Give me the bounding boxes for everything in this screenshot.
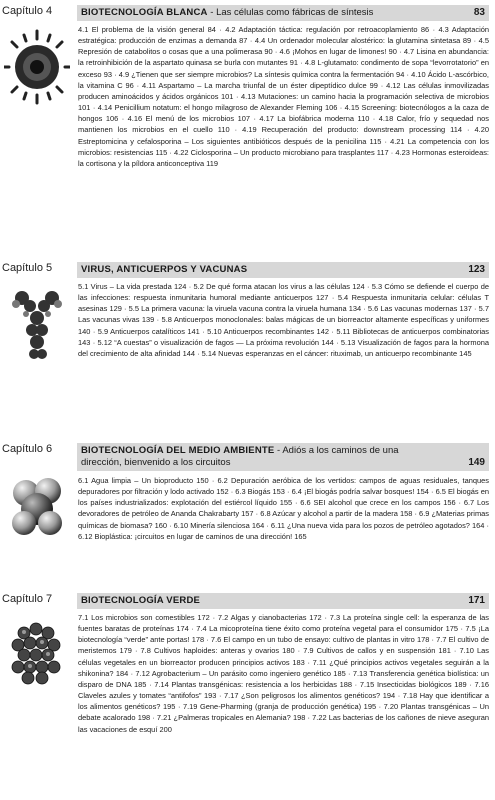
chapter-label: Capítulo 4 (2, 5, 53, 17)
chapter-header (77, 5, 489, 21)
chapter-title: VIRUS, ANTICUERPOS Y VACUNAS (81, 264, 248, 275)
antibody-icon (4, 284, 70, 369)
chapter-title: BIOTECNOLOGÍA DEL MEDIO AMBIENTE (81, 445, 275, 456)
chapter-7 (0, 593, 495, 798)
chapter-5 (0, 262, 495, 437)
chapter-subtitle: - Las células como fábricas de síntesis (207, 7, 374, 18)
chapter-page-number: 123 (468, 264, 485, 275)
chapter-header (77, 443, 489, 471)
chapter-toc-entries: 5.1 Virus – La vida prestada 124 · 5.2 De qué forma atacan los virus a las células 124 · 5.3 Cómo se defiende el cuerpo de las infecciones: respuesta inmunitaria humoral mediante anticuerpos 127 · 5.4 Respuesta inmunitaria celular: células T asesinas 129 · 5.5 La primera vacuna: la viruela vacuna contra la viruela humana 134 · 5.6 Las vacunas modernas 137 · 5.7 Las vacunas vivas 139 · 5.8 Anticuerpos monoclonales: balas mágicas de un biorreactor altamente específicas y uniformes 140 · 5.9 Anticuerpos catalíticos 141 · 5.10 Anticuerpos recombinantes 142 · 5.11 Bibliotecas de anticuerpos combinatorias 143 · 5.12 “A cuestas” o visualización de fagos — La próxima revolución 144 · 5.13 Visualización de fagos para la hormona del crecimiento de alta afinidad 144 · 5.14 Nuevas esperanzas en el cáncer: rituximab, un anticuerpo recombinante 145 (78, 282, 489, 358)
gear-molecule-icon (4, 27, 70, 112)
chapter-title: BIOTECNOLOGÍA VERDE (81, 595, 201, 606)
chapter-title: BIOTECNOLOGÍA BLANCA (81, 7, 208, 18)
chapter-header (77, 593, 489, 609)
chapter-label: Capítulo 6 (2, 443, 53, 455)
chapter-6 (0, 443, 495, 583)
chapter-4 (0, 5, 495, 250)
chapter-toc-entries: 4.1 El problema de la visión general 84 · 4.2 Adaptación táctica: regulación por retroacoplamiento 86 · 4.3 Adaptación estratégica: producción de enzimas a demanda 87 · 4.4 Un ordenador molecular alostérico: la glutamina sintetasa 89 · 4.5 Represión de catabolitos o cosas que a una polimerasa 90 · 4.6 ¡Mohos en lugar de limones! 90 · 4.7 Lisina en abundancia: la retroinhibición de la aspartato quinasa se burla con mutantes 91 · 4.8 L-glutamato: condimento de sopa “levorrotatorio” en exceso 93 · 4.9 ¿Tienen que ser siempre microbios? La síntesis química contra la fermentación 94 · 4.10 Ácido L-ascórbico, la vitamina C 96 · 4.11 Aspartamo – La marcha triunfal de un éster dipeptídico dulce 99 · 4.12 Las células inmovilizadas producen aminoácidos y ácidos orgánicos 101 · 4.13 Mutaciones: un camino hacia la programación selectiva de microbios 101 · 4.14 Penicillium notatum: el hongo milagroso de Alexander Fleming 106 · 4.15 Screening: biotecnólogos a la caza de hongos 106 · 4.16 El menú de los microbios 107 · 4.17 La biofábrica moderna 110 · 4.18 Calor, frío y sequedad nos mantienen los microbios en el cuello 110 · 4.19 Recuperación del producto: downstream processing 114 · 4.20 Estreptomicina y cefalosporina – Los siguientes antibióticos después de la penicilina 115 · 4.21 La competencia con los microbios: resistencias 115 · 4.22 Ciclosporina – Un producto microbiano para trasplantes 117 · 4.23 Hormonas esteroideas: la cortisona y la píldora anticonceptiva 119 (78, 25, 489, 168)
chapter-page-number: 171 (468, 595, 485, 606)
chapter-subtitle: - Adiós a los caminos de una dirección, bienvenido a los circuitos (81, 445, 399, 468)
chapter-toc-entries: 7.1 Los microbios son comestibles 172 · 7.2 Algas y cianobacterias 172 · 7.3 La proteína single cell: la esperanza de las fuentes baratas de proteínas 174 · 7.4 La micoproteína tiene éxito como proteína vegetal para el consumidor 175 · 7.5 ¡La biotecnología “verde” ante portas! 178 · 7.6 El campo en un tubo de ensayo: cultivo de plantas in vitro 178 · 7.7 El cultivo de meristemos 179 · 7.8 Cultivos haploides: anteras y ovarios 180 · 7.9 Cultivos de callos y en suspensión 181 · 7.10 Las células vegetales en un biorreactor producen principios activos 183 · 7.11 ¿Qué principios activos vegetales seguirán a la shikonina? 184 · 7.12 Agrobacterium – Un parásito como ingeniero genético 185 · 7.13 Transferencia genética biolística: un disparo de DNA 185 · 7.14 Plantas transgénicas: resistencia a los herbicidas 188 · 7.15 Insecticidas biológicos 189 · 7.16 Claveles azules y tomates “antifofos” 193 · 7.17 ¿Son peligrosos los alimentos genéticos? 194 · 7.18 Hay que identificar a los alimentos genéticos? 195 · 7.19 Gene-Pharming (granja de producción genética) 195 · 7.20 Plantas transgénicas – Un debate acalorado 198 · 7.21 ¿Palmeras tropicales en Alemania? 198 · 7.22 Las bacterias de los cañones de nieve aseguran las vacaciones de esquí 200 (78, 613, 489, 734)
chapter-toc-entries: 6.1 Agua limpia – Un bioproducto 150 · 6.2 Depuración aeróbica de los vertidos: campos de aguas residuales, tanques depuradores por filtración y lodo activado 152 · 6.3 Biogás 153 · 6.4 ¡El biogás podría salvar bosques! 154 · 6.5 El biogás en los países industrializados: explotación del estiércol líquido 155 · 6.6 SEI alcohol que crece en los campos 156 · 6.7 Los devoradores de petróleo de Ananda Chakrabarty 157 · 6.8 Azúcar y alcohol a partir de la madera 158 · 6.9 ¿Materias primas químicas de biomasa? 160 · 6.10 Minería silenciosa 164 · 6.11 ¿Una nueva vida para los pozos de petróleo agotados? 164 · 6.12 Bioplástica: ¡circuitos en lugar de caminos de una dirección! 165 (78, 476, 489, 541)
molecule-spheres-icon (4, 465, 70, 550)
chapter-header (77, 262, 489, 278)
chapter-label: Capítulo 5 (2, 262, 53, 274)
chapter-page-number: 149 (468, 457, 485, 468)
chapter-label: Capítulo 7 (2, 593, 53, 605)
chapter-page-number: 83 (473, 7, 485, 18)
cell-cluster-icon (4, 615, 70, 700)
